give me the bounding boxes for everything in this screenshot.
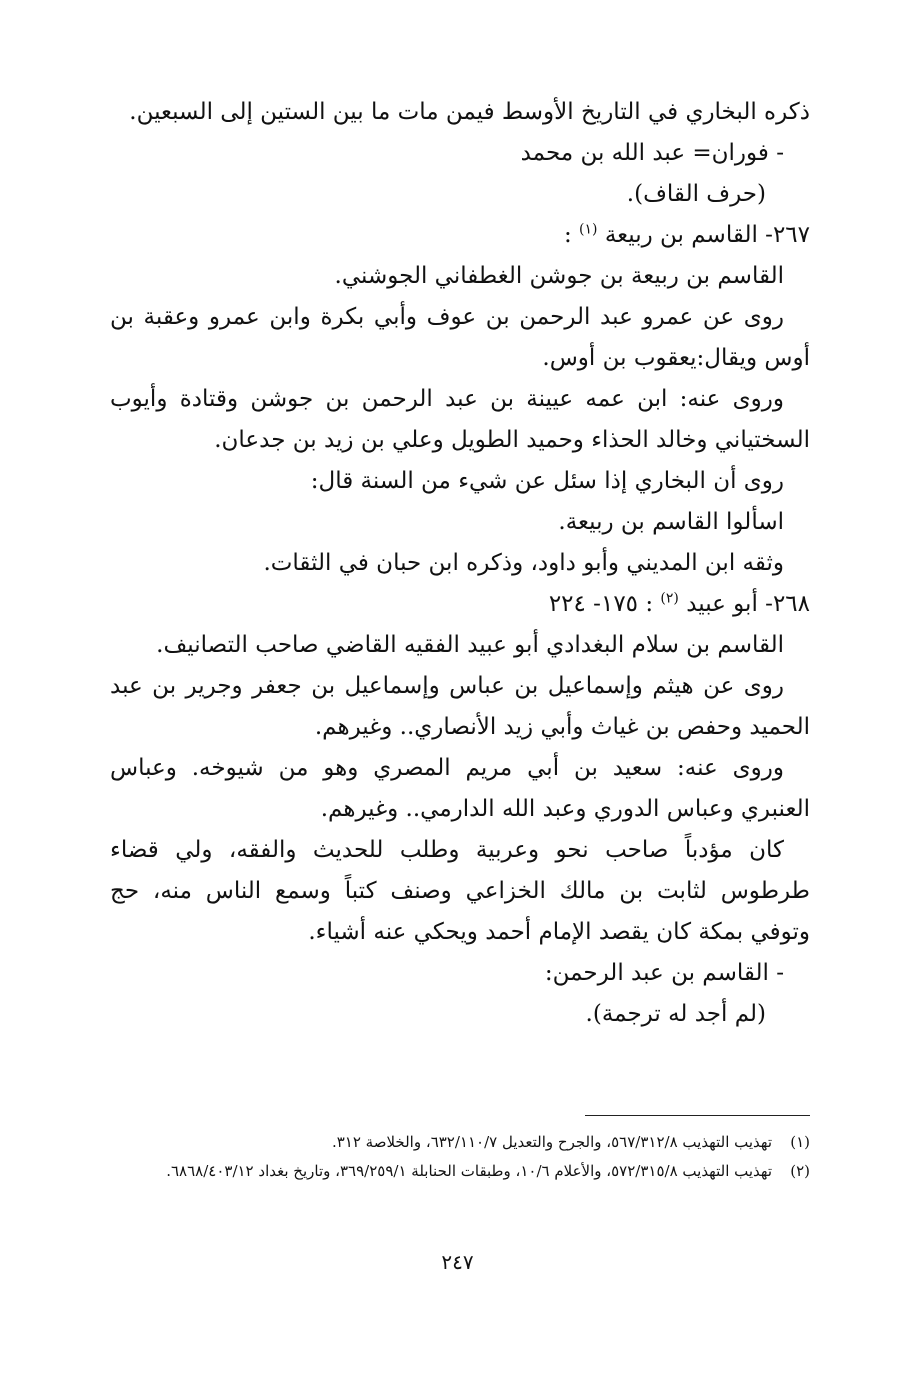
no-biography-line: (لم أجد له ترجمة). <box>585 1001 766 1027</box>
footnote-2 <box>110 1157 810 1186</box>
footnote-1-number: (١) <box>790 1133 810 1151</box>
footnotes <box>110 1128 810 1186</box>
entry-268-bio-text: كان مؤدباً صاحب نحو وعربية وطلب للحديث والفقه، ولي قضاء طرطوس لثابت بن مالك الخزاعي وصنف كتباً وسمع الناس منه، حج وتوفي بمكة كان يقصد الإمام أحمد ويحكي عنه أشياء. <box>110 837 810 945</box>
footnote-2-number: (٢) <box>790 1162 810 1180</box>
footnote-1-text: تهذيب التهذيب ٥٦٧/٣١٢/٨، والجرح والتعديل ٦٣٢/١١٠/٧، والخلاصة ٣١٢. <box>331 1133 772 1151</box>
entry-267-narrated-from <box>110 297 810 379</box>
footnote-rule <box>585 1115 810 1116</box>
entry-268-title: ٢٦٨- أبو عبيد <box>686 591 810 617</box>
main-text <box>110 92 810 1035</box>
entry-267-name-line: القاسم بن ربيعة بن جوشن الغطفاني الجوشني. <box>334 263 784 289</box>
footnote-ref-2: (٢) <box>660 590 679 607</box>
footnote-2-text: تهذيب التهذيب ٥٧٢/٣١٥/٨، والأعلام ١٠/٦، وطبقات الحنابلة ٣٦٩/٢٥٩/١، وتاريخ بغداد ٦٨٦٨/٤٠٣/١٢. <box>166 1162 772 1180</box>
entry-268-narrated-by-text: وروى عنه: سعيد بن أبي مريم المصري وهو من شيوخه. وعباس العنبري وعباس الدوري وعبد الله الدارمي.. وغيرهم. <box>110 755 810 822</box>
footnote-ref-1: (١) <box>579 221 598 238</box>
entry-268-dates: : ١٧٥- ٢٢٤ <box>548 591 654 617</box>
entry-267-ask-line: اسألوا القاسم بن ربيعة. <box>558 509 784 535</box>
text-line-bukhari-history: ذكره البخاري في التاريخ الأوسط فيمن مات ما بين الستين إلى السبعين. <box>129 99 810 125</box>
text-line-fawran: - فوران= عبد الله بن محمد <box>520 140 784 166</box>
entry-268-name-line: القاسم بن سلام البغدادي أبو عبيد الفقيه القاضي صاحب التصانيف. <box>156 632 784 658</box>
entry-268-narrated-from-text: روى عن هيثم وإسماعيل بن عباس وإسماعيل بن جعفر وجرير بن عبد الحميد وحفص بن غياث وأبي زيد الأنصاري.. وغيرهم. <box>110 673 810 740</box>
entry-267-title: ٢٦٧- القاسم بن ربيعة <box>604 222 810 248</box>
entry-268-heading <box>110 584 810 625</box>
entry-268-narrated-from <box>110 666 810 748</box>
footnote-1 <box>110 1128 810 1157</box>
page-number: ٢٤٧ <box>441 1250 474 1274</box>
entry-267-trust-line: وثقه ابن المديني وأبو داود، وذكره ابن حبان في الثقات. <box>263 550 784 576</box>
entry-267-heading <box>110 215 810 256</box>
entry-267-bukhari-line: روى أن البخاري إذا سئل عن شيء من السنة قال: <box>310 468 784 494</box>
qasim-abd-al-rahman-line: - القاسم بن عبد الرحمن: <box>544 960 784 986</box>
entry-267-colon: : <box>563 222 572 248</box>
entry-267-narrated-by-text: وروى عنه: ابن عمه عيينة بن عبد الرحمن بن جوشن وقتادة وأيوب السختياني وخالد الحذاء وحميد الطويل وعلي بن زيد بن جدعان. <box>110 386 810 453</box>
entry-267-narrated-by <box>110 379 810 461</box>
entry-268-narrated-by <box>110 748 810 830</box>
entry-267-narrated-from-text: روى عن عمرو عبد الرحمن بن عوف وأبي بكرة وابن عمرو وعقبة بن أوس ويقال:يعقوب بن أوس. <box>110 304 810 371</box>
entry-268-bio <box>110 830 810 953</box>
section-heading: (حرف القاف). <box>626 181 766 207</box>
